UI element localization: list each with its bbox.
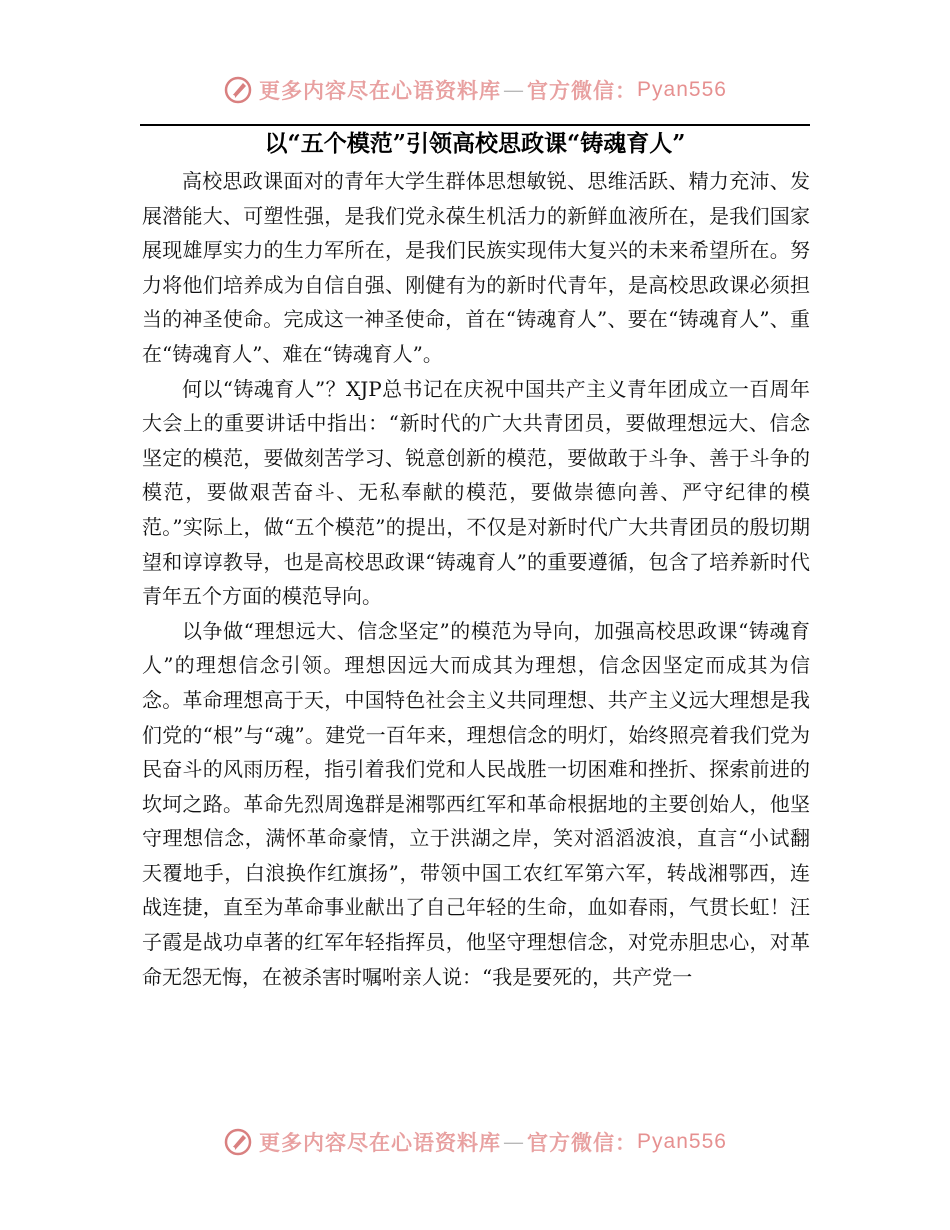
watermark-dash: — — [503, 1130, 526, 1154]
paragraph-3: 以争做“理想远大、信念坚定”的模范为导向，加强高校思政课“铸魂育人”的理想信念引领。理想因远大而成其为理想，信念因坚定而成其为信念。革命理想高于天，中国特色社会主义共同理想、共产主义远大理想是我们党的“根”与“魂”。建党一百年来，理想信念的明灯，始终照亮着我们党为民奋斗的风雨历程，指引着我们党和人民战胜一切困难和挫折、探索前进的坎坷之路。革命先烈周逸群是湘鄂西红军和革命根据地的主要创始人，他坚守理想信念，满怀革命豪情，立于洪湖之岸，笑对滔滔波浪，直言“小试翻天覆地手，白浪换作红旗扬”，带领中国工农红军第六军，转战湘鄂西，连战连捷，直至为革命事业献出了自己年轻的生命，血如春雨，气贯长虹！汪子霞是战功卓著的红军年轻指挥员，他坚守理想信念，对党赤胆忠心，对革命无怨无悔，在被杀害时嘱咐亲人说：“我是要死的，共产党一 — [142, 618, 810, 989]
document-body — [142, 164, 810, 994]
document-title: 以“五个模范”引领高校思政课“铸魂育人” — [264, 130, 686, 157]
pen-logo-icon — [223, 75, 253, 105]
paragraph-2: 何以“铸魂育人”？XJP总书记在庆祝中国共产主义青年团成立一百周年大会上的重要讲话中指出：“新时代的广大共青团员，要做理想远大、信念坚定的模范，要做刻苦学习、锐意创新的模范，要做敢于斗争、善于斗争的模范，要做艰苦奋斗、无私奉献的模范，要做崇德向善、严守纪律的模范。”实际上，做“五个模范”的提出，不仅是对新时代广大共青团员的殷切期望和谆谆教导，也是高校思政课“铸魂育人”的重要遵循，包含了培养新时代青年五个方面的模范导向。 — [142, 376, 810, 609]
watermark-label: 官方微信： — [527, 78, 638, 103]
header-rule — [140, 124, 810, 126]
watermark-account: Pyan556 — [637, 78, 727, 101]
footer-watermark — [0, 1122, 950, 1162]
watermark-account: Pyan556 — [637, 1130, 727, 1153]
pen-logo-icon — [223, 1127, 253, 1157]
watermark-dash: — — [503, 78, 526, 102]
watermark-text: 更多内容尽在心语资料库 — [259, 78, 502, 103]
watermark-text: 更多内容尽在心语资料库 — [259, 1130, 502, 1155]
header-watermark — [0, 70, 950, 110]
watermark-label: 官方微信： — [527, 1130, 638, 1155]
paragraph-1: 高校思政课面对的青年大学生群体思想敏锐、思维活跃、精力充沛、发展潜能大、可塑性强，是我们党永葆生机活力的新鲜血液所在，是我们国家展现雄厚实力的生力军所在，是我们民族实现伟大复兴的未来希望所在。努力将他们培养成为自信自强、刚健有为的新时代青年，是高校思政课必须担当的神圣使命。完成这一神圣使命，首在“铸魂育人”、要在“铸魂育人”、重在“铸魂育人”、难在“铸魂育人”。 — [142, 169, 810, 366]
